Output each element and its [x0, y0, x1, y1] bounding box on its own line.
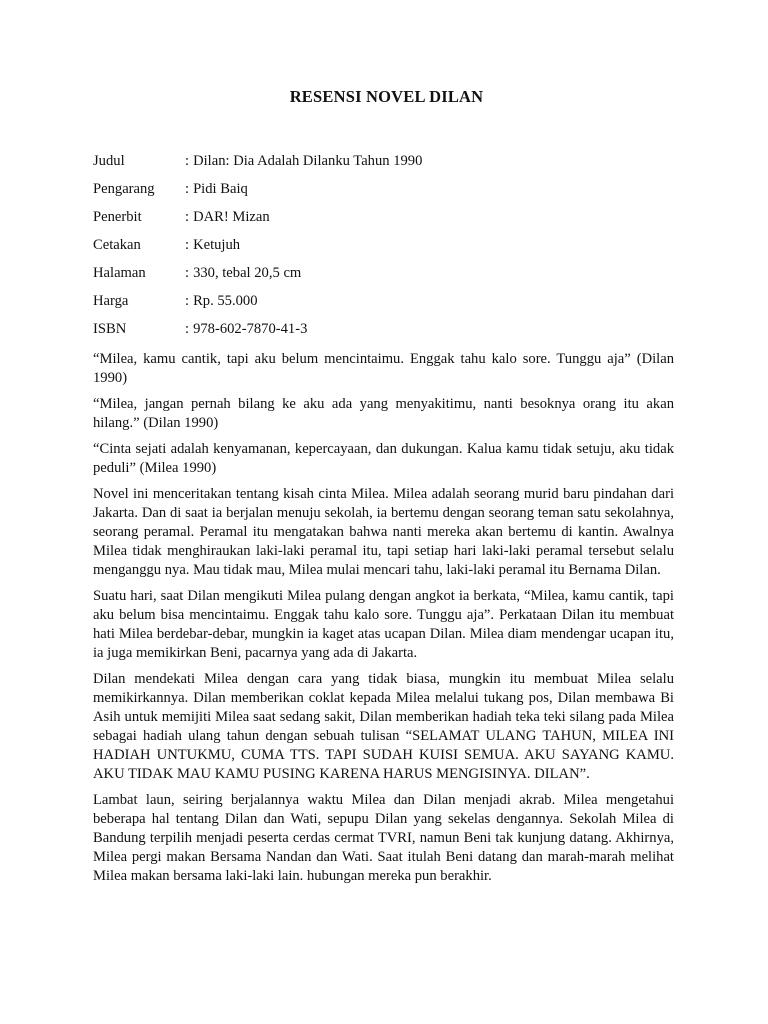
- metadata-label: Pengarang: [93, 181, 155, 197]
- body-paragraph: Novel ini menceritakan tentang kisah cinta Milea. Milea adalah seorang murid baru pindahan dari Jakarta. Dan di saat ia berjalan menuju sekolah, ia bertemu dengan seorang teman satu sekolahnya, seorang peramal. Peramal itu mengatakan bahwa nanti mereka akan bertemu di kantin. Awalnya Milea tidak menghiraukan laki-laki peramal itu, tapi setiap hari laki-laki peramal tersebut selalu menganggu nya. Mau tidak mau, Milea mulai mencari tahu, laki-laki peramal itu Bernama Dilan.: [93, 486, 674, 578]
- metadata-separator: :: [185, 265, 190, 281]
- metadata-value: 330, tebal 20,5 cm: [193, 265, 302, 281]
- metadata-row-isbn: [93, 320, 674, 348]
- metadata-separator: :: [185, 293, 190, 309]
- metadata-row-pengarang: [93, 180, 674, 208]
- metadata-value: Dilan: Dia Adalah Dilanku Tahun 1990: [193, 153, 423, 169]
- metadata-row-halaman: [93, 264, 674, 292]
- metadata-row-cetakan: [93, 236, 674, 264]
- quote-paragraph: “Cinta sejati adalah kenyamanan, kepercayaan, dan dukungan. Kalua kamu tidak setuju, aku tidak peduli” (Milea 1990): [93, 441, 674, 476]
- metadata-label: Halaman: [93, 265, 146, 281]
- metadata-separator: :: [185, 181, 190, 197]
- metadata-row-harga: [93, 292, 674, 320]
- quote-paragraph: “Milea, jangan pernah bilang ke aku ada yang menyakitimu, nanti besoknya orang itu akan hilang.” (Dilan 1990): [93, 396, 674, 431]
- metadata-separator: :: [185, 321, 190, 337]
- metadata-value: Ketujuh: [193, 237, 241, 253]
- metadata-row-judul: [93, 152, 674, 180]
- book-metadata: [93, 152, 674, 348]
- body-paragraph: Dilan mendekati Milea dengan cara yang tidak biasa, mungkin itu membuat Milea selalu memikirkannya. Dilan memberikan coklat kepada Milea melalui tukang pos, Dilan membawa Bi Asih untuk memijiti Milea saat sedang sakit, Dilan memberikan hadiah teka teki silang pada Milea sebagai hadiah ulang tahun dengan sebuah tulisan “SELAMAT ULANG TAHUN, MILEA INI HADIAH UNTUKMU, CUMA TTS. TAPI SUDAH KUISI SEMUA. AKU SAYANG KAMU. AKU TIDAK MAU KAMU PUSING KARENA HARUS MENGISINYA. DILAN”.: [93, 671, 674, 782]
- metadata-separator: :: [185, 209, 190, 225]
- metadata-value: Rp. 55.000: [193, 293, 258, 309]
- document-title: RESENSI NOVEL DILAN: [289, 87, 484, 106]
- metadata-separator: :: [185, 153, 190, 169]
- metadata-row-penerbit: [93, 208, 674, 236]
- metadata-value: 978-602-7870-41-3: [193, 321, 308, 337]
- metadata-separator: :: [185, 237, 190, 253]
- metadata-label: Penerbit: [93, 209, 142, 225]
- quote-paragraph: “Milea, kamu cantik, tapi aku belum mencintaimu. Enggak tahu kalo sore. Tunggu aja” (Dilan 1990): [93, 351, 674, 386]
- metadata-label: Judul: [93, 153, 125, 169]
- metadata-value: DAR! Mizan: [193, 209, 270, 225]
- metadata-label: ISBN: [93, 321, 127, 337]
- metadata-label: Cetakan: [93, 237, 141, 253]
- metadata-label: Harga: [93, 293, 129, 309]
- review-body: [93, 350, 674, 886]
- metadata-value: Pidi Baiq: [193, 181, 248, 197]
- body-paragraph: Lambat laun, seiring berjalannya waktu Milea dan Dilan menjadi akrab. Milea mengetahui beberapa hal tentang Dilan dan Wati, sepupu Dilan yang sekelas dengannya. Sekolah Milea di Bandung terpilih menjadi peserta cerdas cermat TVRI, namun Beni tak kunjung datang. Akhirnya, Milea pergi makan Bersama Nandan dan Wati. Saat itulah Beni datang dan marah-marah melihat Milea makan bersama laki-laki lain. hubungan mereka pun berakhir.: [93, 792, 674, 884]
- body-paragraph: Suatu hari, saat Dilan mengikuti Milea pulang dengan angkot ia berkata, “Milea, kamu cantik, tapi aku belum bisa mencintaimu. Enggak tahu kalo sore. Tunggu aja”. Perkataan Dilan itu membuat hati Milea berdebar-debar, mungkin ia kaget atas ucapan Dilan. Milea diam mendengar ucapan itu, ia juga memikirkan Beni, pacarnya yang ada di Jakarta.: [93, 588, 674, 661]
